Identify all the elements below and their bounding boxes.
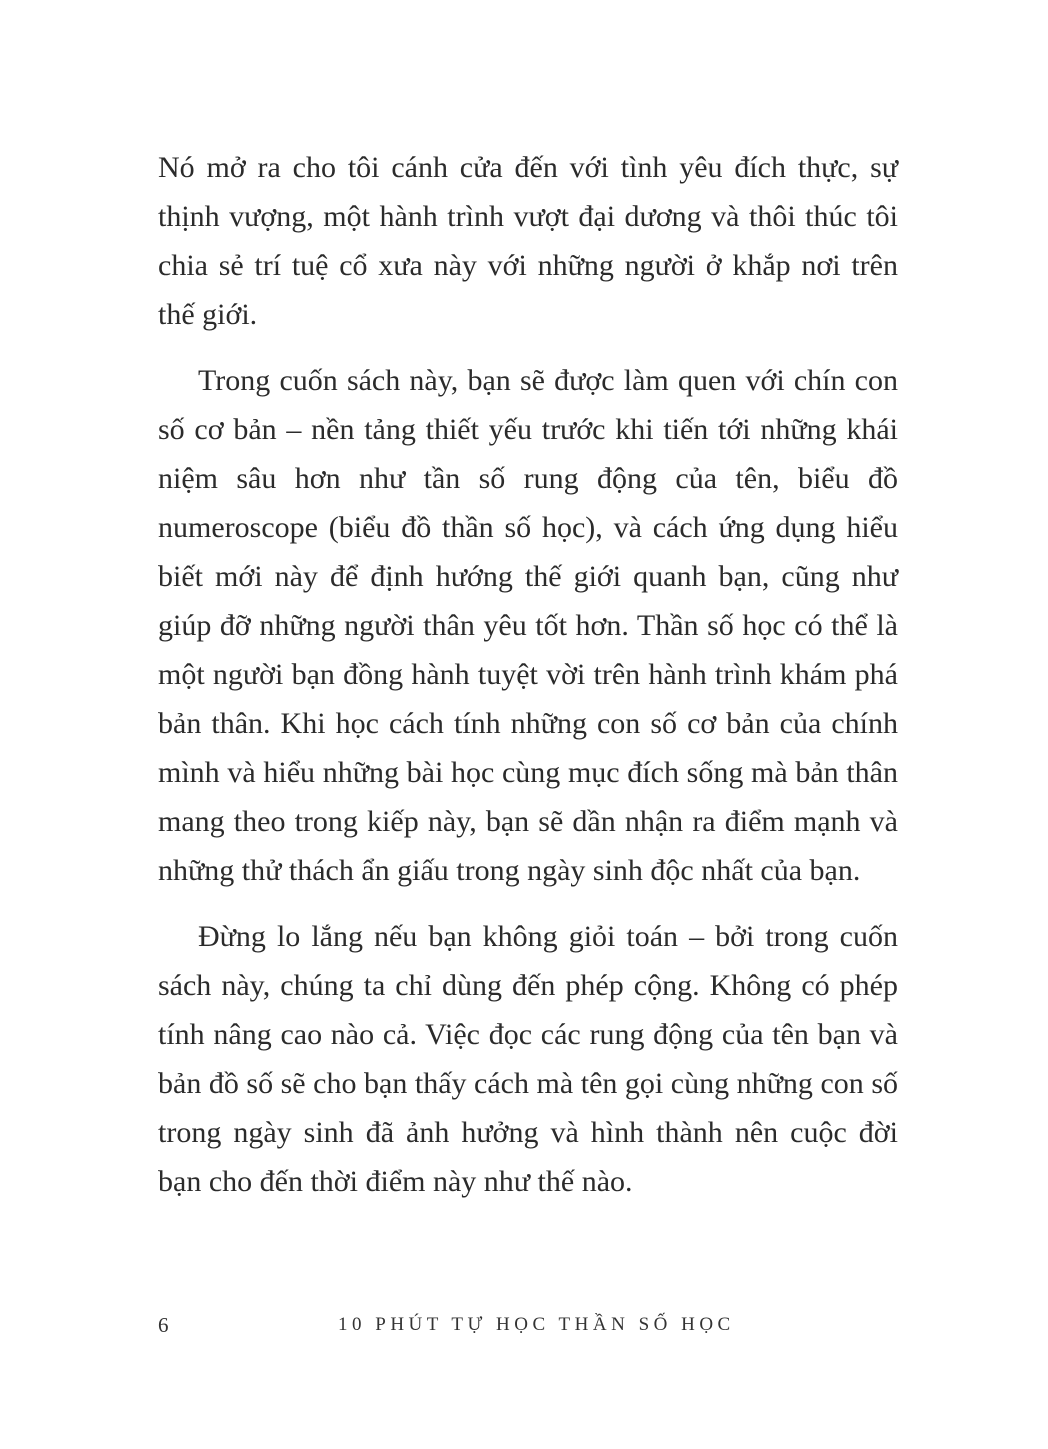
paragraph-3: Đừng lo lắng nếu bạn không giỏi toán – bởi trong cuốn sách này, chúng ta chỉ dùng đến phép cộng. Không có phép tính nâng cao nào cả. Việc đọc các rung động của tên bạn và bản đồ số sẽ cho bạn thấy cách mà tên gọi cùng những con số trong ngày sinh đã ảnh hưởng và hình thành nên cuộc đời bạn cho đến thời điểm này như thế nào. [158,920,898,1198]
paragraph-1: Nó mở ra cho tôi cánh cửa đến với tình yêu đích thực, sự thịnh vượng, một hành trình vượt đại dương và thôi thúc tôi chia sẻ trí tuệ cổ xưa này với những người ở khắp nơi trên thế giới. [158,151,898,331]
paragraph-2: Trong cuốn sách này, bạn sẽ được làm quen với chín con số cơ bản – nền tảng thiết yếu trước khi tiến tới những khái niệm sâu hơn như tần số rung động của tên, biểu đồ numeroscope (biểu đồ thần số học), và cách ứng dụng hiểu biết mới này để định hướng thế giới quanh bạn, cũng như giúp đỡ những người thân yêu tốt hơn. Thần số học có thể là một người bạn đồng hành tuyệt vời trên hành trình khám phá bản thân. Khi học cách tính những con số cơ bản của chính mình và hiểu những bài học cùng mục đích sống mà bản thân mang theo trong kiếp này, bạn sẽ dần nhận ra điểm mạnh và những thử thách ẩn giấu trong ngày sinh độc nhất của bạn. [158,364,898,887]
page-footer [0,1310,1048,1340]
running-title: 10 PHÚT TỰ HỌC THẦN SỐ HỌC [338,1314,735,1335]
body-text [158,143,898,1223]
page-number: 6 [158,1313,169,1337]
